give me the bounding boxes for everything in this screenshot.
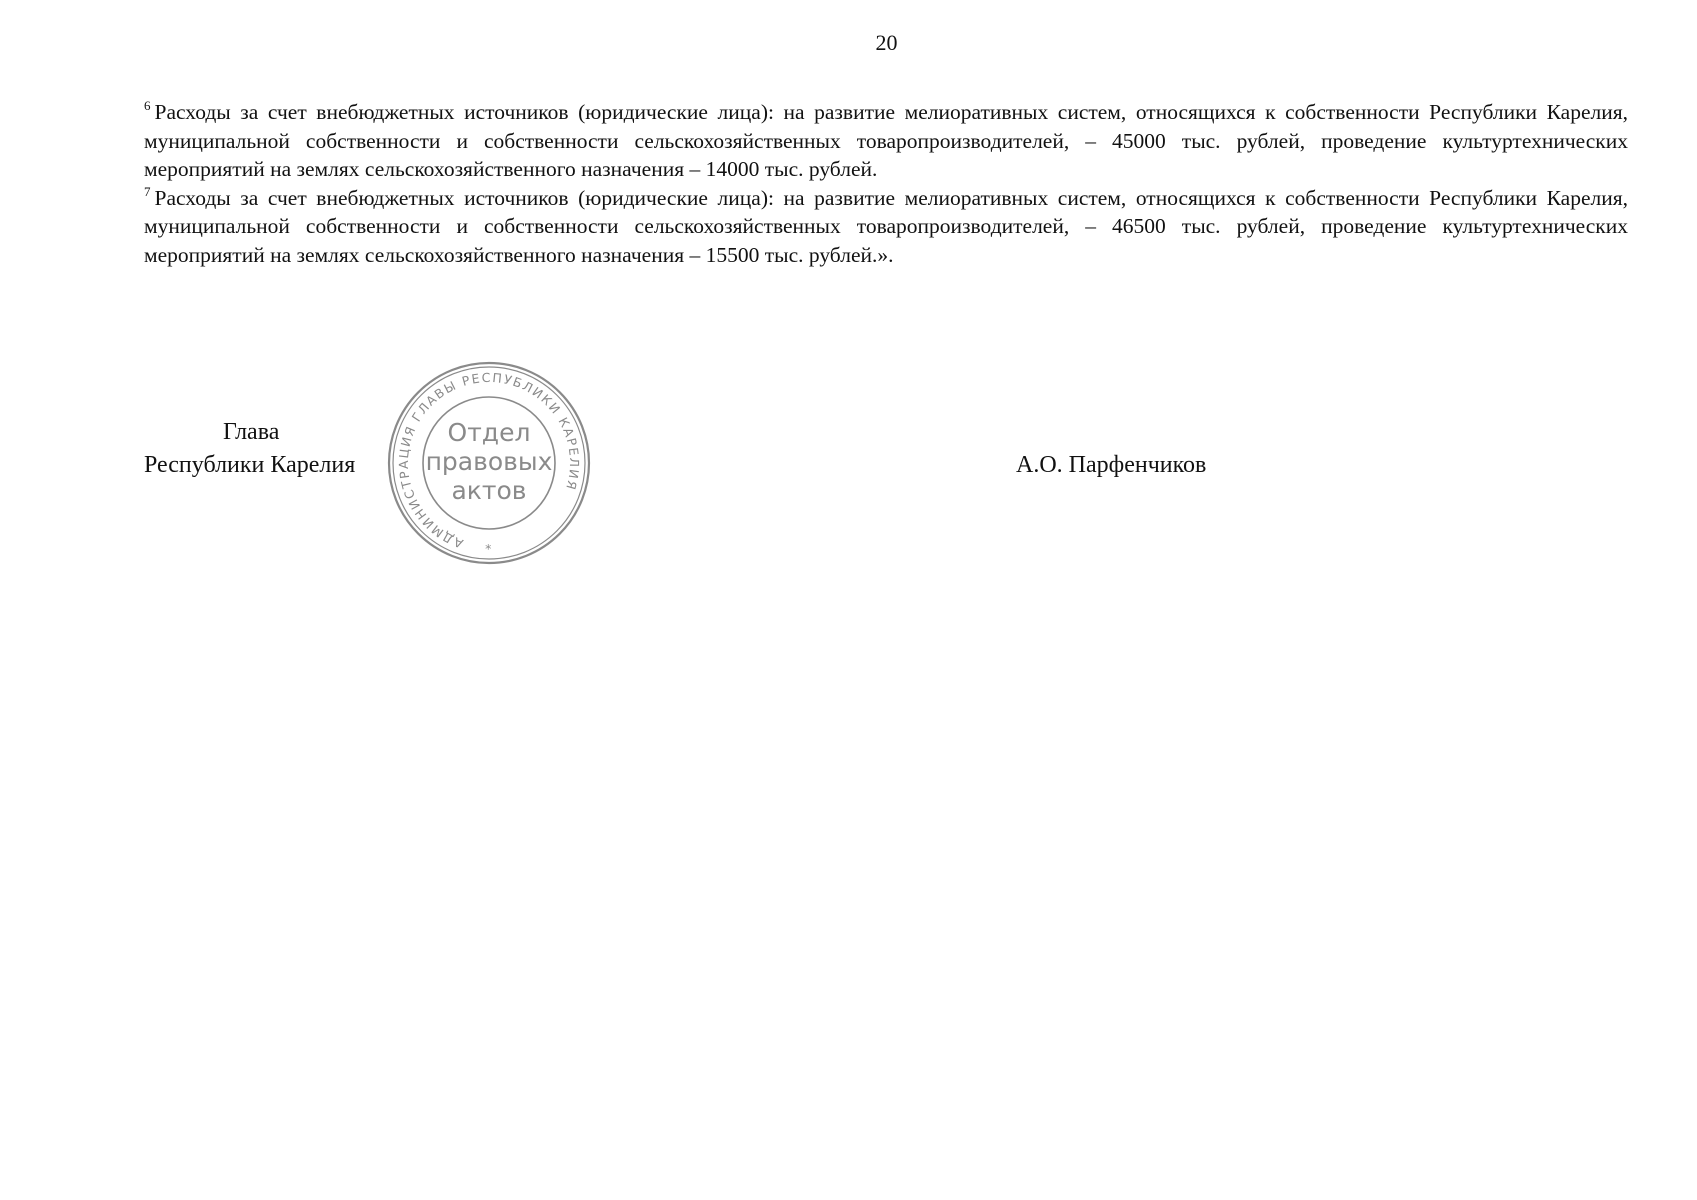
footnote-text: Расходы за счет внебюджетных источников (юридические лица): на развитие мелиоративных систем, относящихся к собственности Республики Карелия, муниципальной собственности и собственности сельскохозяйственных товаропроизводителей, – 45000 тыс. рублей, проведение культуртехнических мероприятий на землях сельскохозяйственного назначения – 14000 тыс. рублей. bbox=[144, 100, 1628, 181]
stamp-star: * bbox=[485, 541, 493, 556]
signatory-title-line-1: Глава bbox=[223, 419, 280, 445]
stamp-line-3: актов bbox=[451, 476, 527, 505]
page-number: 20 bbox=[875, 30, 898, 55]
footnote-6 bbox=[144, 98, 1628, 184]
signatory-name: А.О. Парфенчиков bbox=[1016, 452, 1207, 478]
signatory-title-line-2: Республики Карелия bbox=[144, 452, 356, 478]
footnote-7 bbox=[144, 184, 1628, 270]
footnote-text: Расходы за счет внебюджетных источников (юридические лица): на развитие мелиоративных систем, относящихся к собственности Республики Карелия, муниципальной собственности и собственности сельскохозяйственных товаропроизводителей, – 46500 тыс. рублей, проведение культуртехнических мероприятий на землях сельскохозяйственного назначения – 15500 тыс. рублей.». bbox=[144, 185, 1628, 267]
stamp-seal-icon bbox=[383, 357, 595, 569]
stamp-ring-text: АДМИНИСТРАЦИЯ ГЛАВЫ РЕСПУБЛИКИ КАРЕЛИЯ bbox=[395, 369, 583, 552]
stamp-line-2: правовых bbox=[425, 447, 553, 476]
signatory-title bbox=[144, 416, 355, 482]
footnote-marker: 6 bbox=[144, 98, 151, 113]
official-stamp bbox=[383, 357, 595, 569]
footnotes bbox=[144, 98, 1628, 269]
stamp-line-1: Отдел bbox=[447, 418, 531, 447]
footnote-marker: 7 bbox=[144, 183, 151, 199]
